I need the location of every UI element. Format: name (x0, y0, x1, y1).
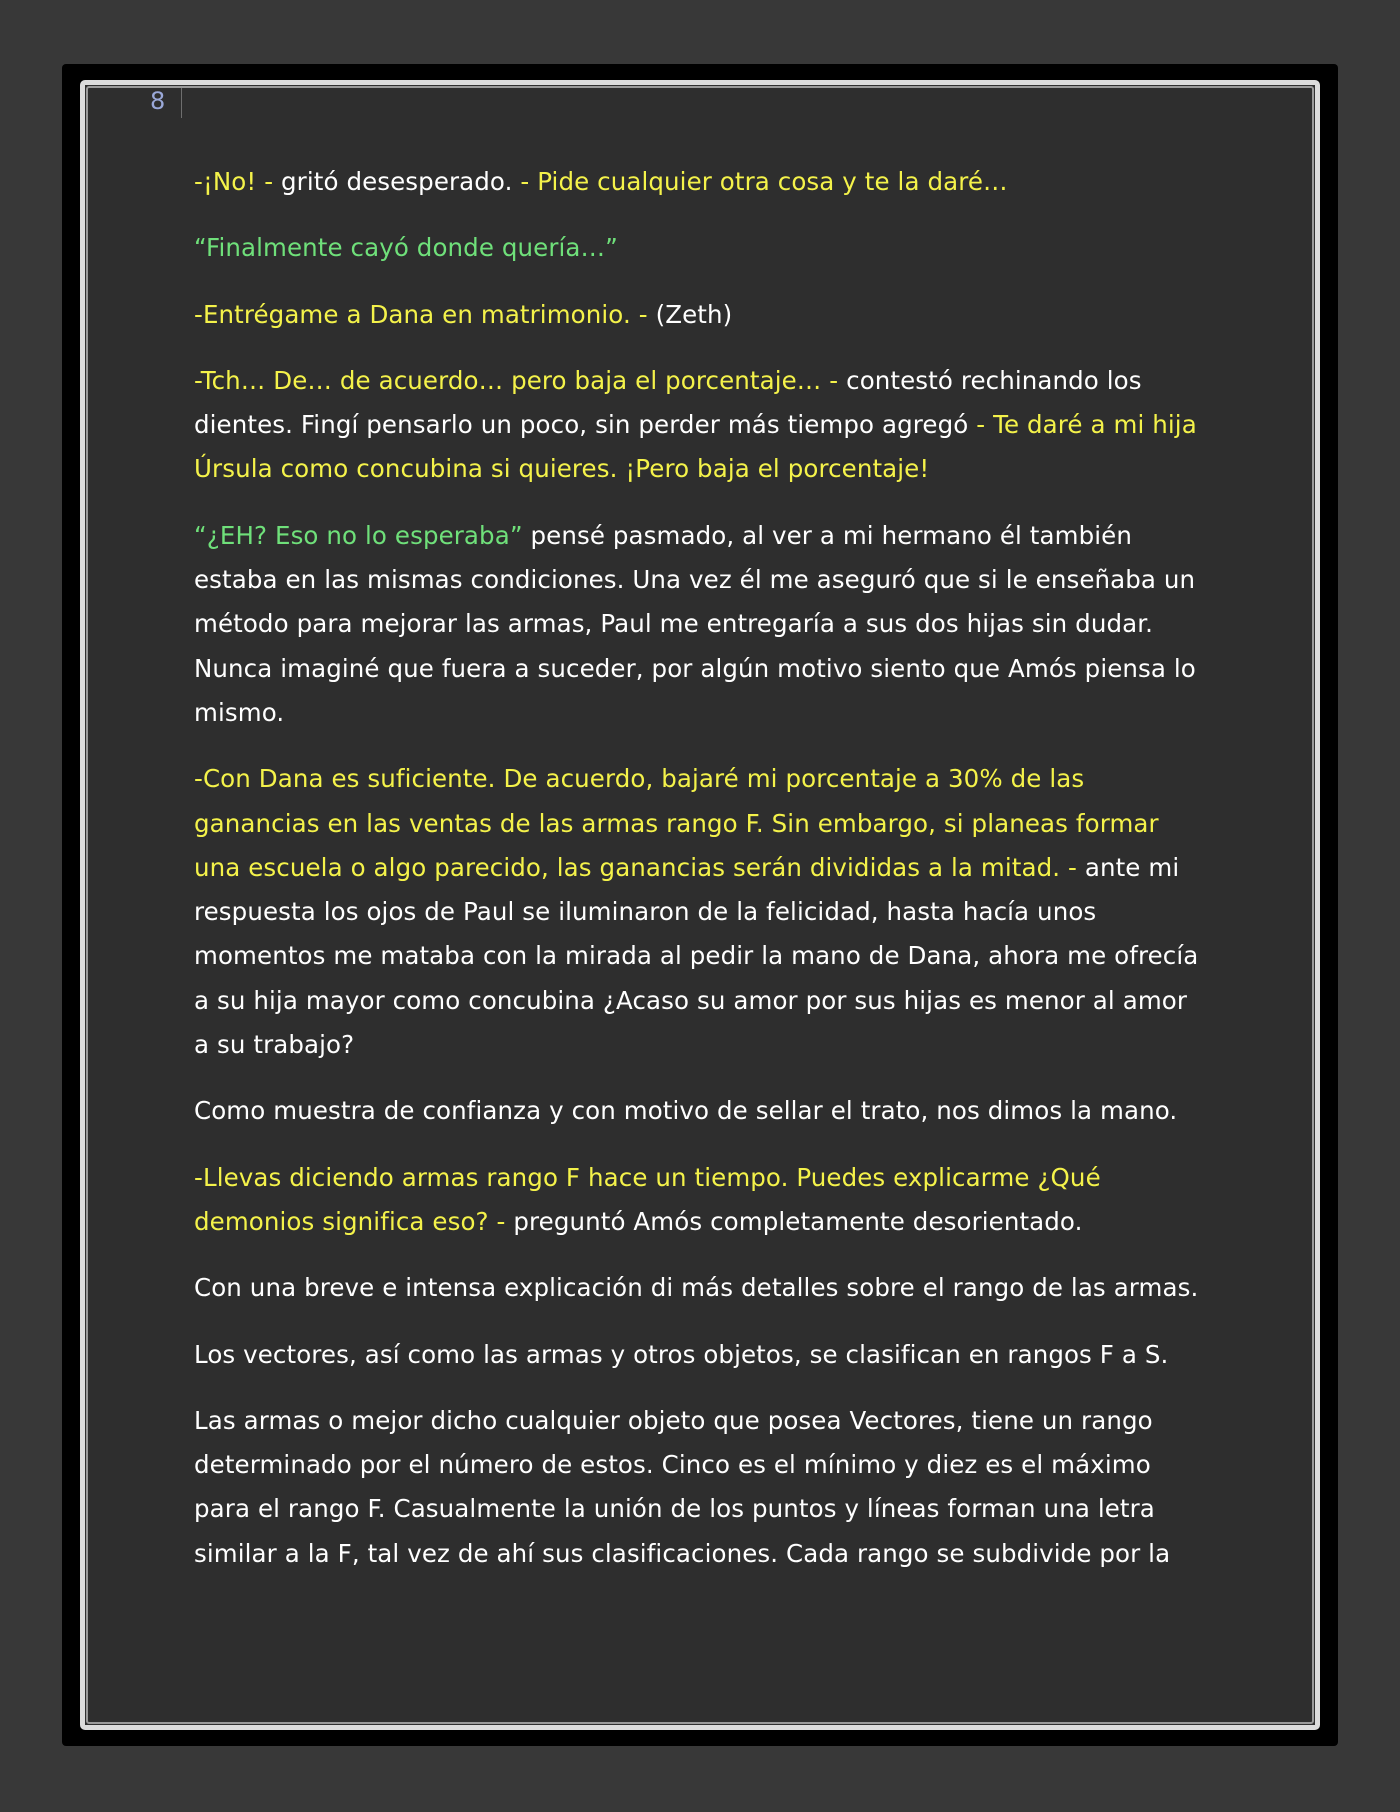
page-number-divider (181, 88, 182, 118)
paragraph (194, 1156, 1204, 1245)
dialogue-text: -Con Dana es suficiente. De acuerdo, bajaré mi porcentaje a 30% de las ganancias en las ventas de las armas rango F. Sin embargo, si planeas formar una escuela o algo parecido, las ganancias serán divididas a la mitad. - (194, 764, 1159, 882)
paragraph (194, 514, 1204, 735)
paragraph (194, 359, 1204, 492)
narration-text: preguntó Amós completamente desorientado. (513, 1206, 1083, 1236)
narration-text: Las armas o mejor dicho cualquier objeto que posea Vectores, tiene un rango determinado por el número de estos. Cinco es el mínimo y diez es el máximo para el rango F. Casualmente la unión de los puntos y líneas forman una letra similar a la F, tal vez de ahí sus clasificaciones. Cada rango se subdivide por la (194, 1405, 1171, 1568)
paragraph (194, 160, 1204, 204)
narration-text: pensé pasmado, al ver a mi hermano él también estaba en las mismas condiciones. Una vez él me aseguró que si le enseñaba un método para mejorar las armas, Paul me entregaría a sus dos hijas sin dudar. Nunca imaginé que fuera a suceder, por algún motivo siento que Amós piensa lo mismo. (194, 520, 1196, 727)
narration-text: Como muestra de confianza y con motivo de sellar el trato, nos dimos la mano. (194, 1096, 1178, 1126)
narration-text: Los vectores, así como las armas y otros objetos, se clasifican en rangos F a S. (194, 1339, 1169, 1369)
dialogue-text: -¡No! - (194, 167, 282, 196)
paragraph (194, 1333, 1204, 1377)
narration-text: (Zeth) (655, 299, 733, 329)
dialogue-text: - Te daré a mi hija Úrsula como concubina si quieres. ¡Pero baja el porcentaje! (194, 410, 1197, 484)
thought-text: “¿EH? Eso no lo esperaba” (194, 520, 523, 550)
page-number: 8 (150, 87, 166, 115)
thought-text: “Finalmente cayó donde quería…” (194, 233, 618, 263)
paragraph (194, 1266, 1204, 1310)
paragraph (194, 1089, 1204, 1133)
dialogue-text: - Pide cualquier otra cosa y te la daré… (520, 167, 1008, 196)
dialogue-text: -Tch… De… de acuerdo… pero baja el porcentaje… - (194, 365, 847, 395)
narration-text: contestó rechinando los dientes. Fingí pensarlo un poco, sin perder más tiempo agregó (194, 365, 1142, 440)
dialogue-text: -Llevas diciendo armas rango F hace un tiempo. Puedes explicarme ¿Qué demonios significa eso? - (194, 1162, 1101, 1236)
page-text (194, 160, 1204, 1598)
narration-text: ante mi respuesta los ojos de Paul se iluminaron de la felicidad, hasta hacía unos momentos me mataba con la mirada al pedir la mano de Dana, ahora me ofrecía a su hija mayor como concubina ¿Acaso su amor por sus hijas es menor al amor a su trabajo? (194, 852, 1199, 1060)
paragraph (194, 226, 1204, 270)
dialogue-text: -Entrégame a Dana en matrimonio. - (194, 299, 656, 329)
narration-text: gritó desesperado. (281, 167, 521, 196)
paragraph (194, 1399, 1204, 1576)
narration-text: Con una breve e intensa explicación di más detalles sobre el rango de las armas. (194, 1273, 1199, 1303)
paragraph (194, 757, 1204, 1067)
paragraph (194, 293, 1204, 337)
